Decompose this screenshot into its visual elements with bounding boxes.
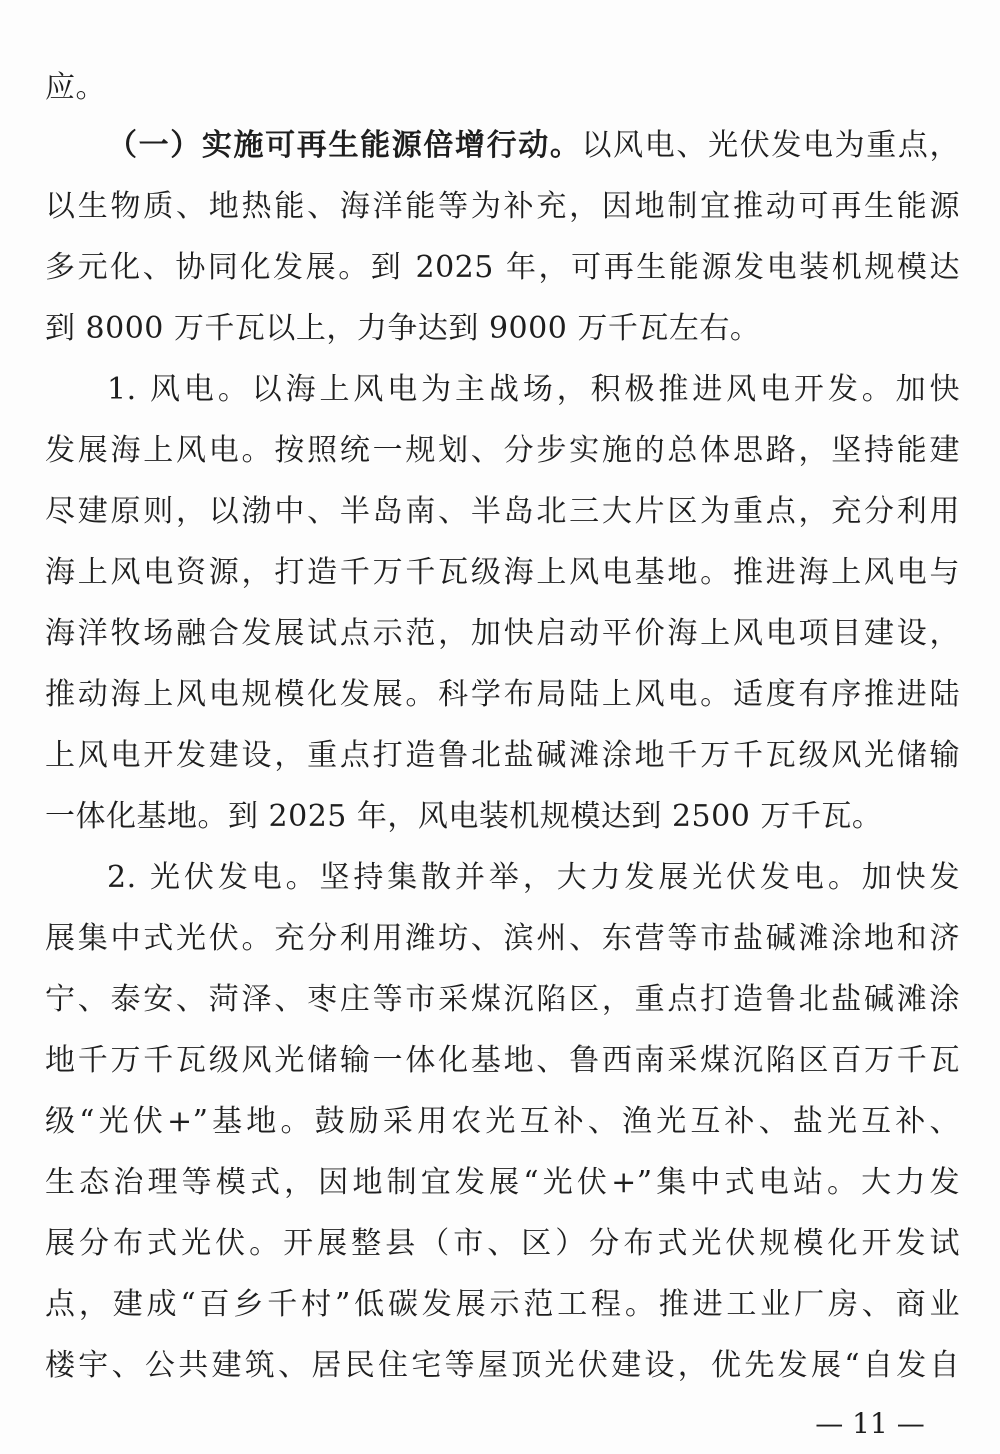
section-heading-line [107,126,960,166]
text-line: 到 8000 万千瓦以上，力争达到 9000 万千瓦左右。 [45,311,761,346]
text-line: 海洋牧场融合发展试点示范，加快启动平价海上风电项目建设， [45,616,960,651]
section-heading: （一）实施可再生能源倍增行动。 [107,128,582,163]
text-line: 以生物质、地热能、海洋能等为补充，因地制宜推动可再生能源 [45,189,960,224]
text-line: 宁、泰安、菏泽、枣庄等市采煤沉陷区，重点打造鲁北盐碱滩涂 [45,982,960,1017]
text-line: 地千万千瓦级风光储输一体化基地、鲁西南采煤沉陷区百万千瓦 [45,1043,960,1078]
text-line: 一体化基地。到 2025 年，风电装机规模达到 2500 万千瓦。 [45,799,883,834]
text-line: 应。 [45,70,106,105]
text-line: 生态治理等模式，因地制宜发展“光伏+”集中式电站。大力发 [45,1165,960,1200]
text-line: 点，建成“百乡千村”低碳发展示范工程。推进工业厂房、商业 [45,1287,960,1322]
text-line: 海上风电资源，打造千万千瓦级海上风电基地。推进海上风电与 [45,555,960,590]
text-line: 多元化、协同化发展。到 2025 年，可再生能源发电装机规模达 [45,250,960,285]
text-line: 1. 风电。以海上风电为主战场，积极推进风电开发。加快 [107,372,960,407]
text-line: 推动海上风电规模化发展。科学布局陆上风电。适度有序推进陆 [45,677,960,712]
text-line: 展集中式光伏。充分利用潍坊、滨州、东营等市盐碱滩涂地和济 [45,921,960,956]
page-number: — 11 — [815,1407,925,1440]
text-line: 2. 光伏发电。坚持集散并举，大力发展光伏发电。加快发 [107,860,960,895]
text-line: 尽建原则，以渤中、半岛南、半岛北三大片区为重点，充分利用 [45,494,960,529]
text-line: 楼宇、公共建筑、居民住宅等屋顶光伏建设，优先发展“自发自 [45,1348,960,1383]
text-line: 上风电开发建设，重点打造鲁北盐碱滩涂地千万千瓦级风光储输 [45,738,960,773]
heading-continuation: 以风电、光伏发电为重点， [581,128,960,163]
text-line: 级“光伏+”基地。鼓励采用农光互补、渔光互补、盐光互补、 [45,1104,960,1139]
text-line: 发展海上风电。按照统一规划、分步实施的总体思路，坚持能建 [45,433,960,468]
text-line: 展分布式光伏。开展整县（市、区）分布式光伏规模化开发试 [45,1226,960,1261]
